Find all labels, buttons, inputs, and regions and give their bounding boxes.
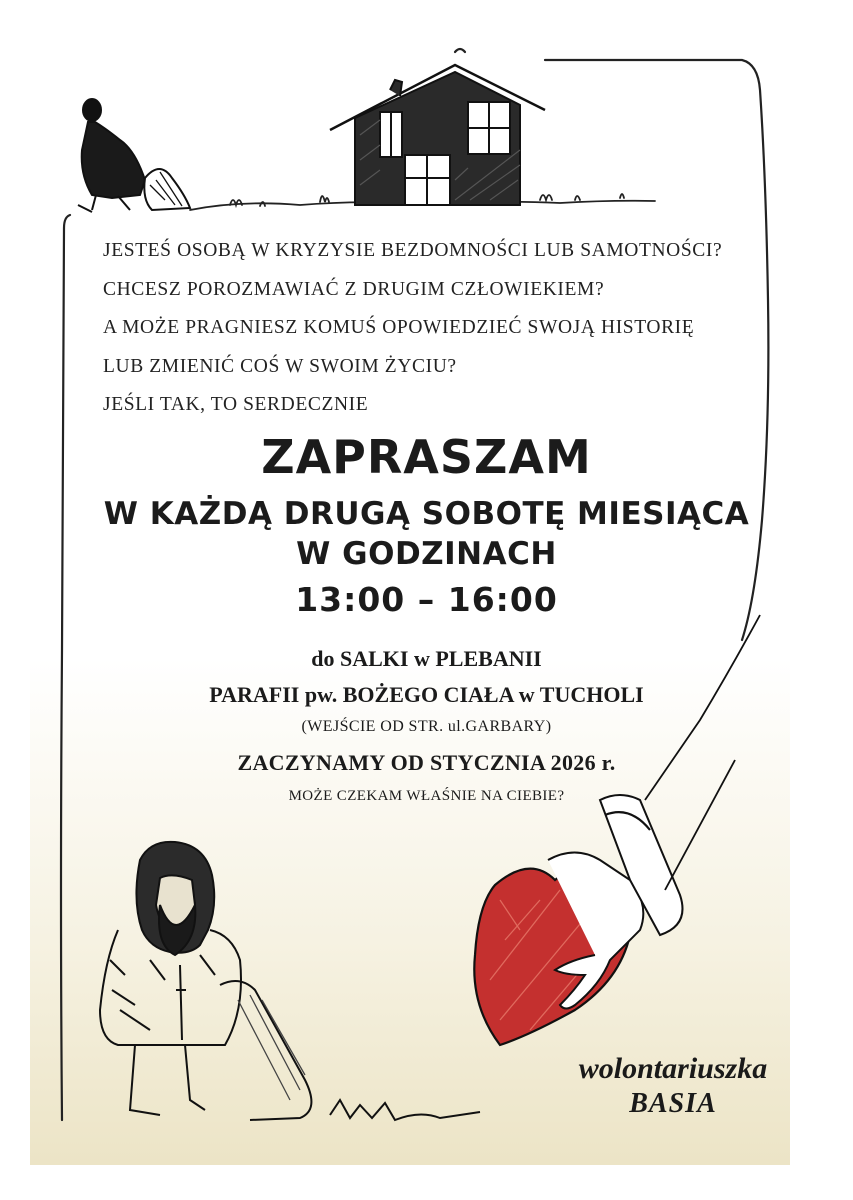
location-line: PARAFII pw. BOŻEGO CIAŁA w TUCHOLI bbox=[209, 682, 644, 707]
intro-line: A MOŻE PRAGNIESZ KOMUŚ OPOWIEDZIEĆ SWOJĄ HISTORIĘ bbox=[103, 317, 695, 338]
heart-hand-icon bbox=[474, 615, 760, 1045]
location-line: do SALKI w PLEBANII bbox=[311, 646, 542, 671]
schedule-time: 13:00 – 16:00 bbox=[295, 580, 558, 619]
walking-figure-icon bbox=[78, 99, 190, 212]
intro-line: JEŚLI TAK, TO SERDECZNIE bbox=[103, 394, 369, 415]
invitation-title: ZAPRASZAM bbox=[261, 430, 592, 484]
entrance-note: (WEJŚCIE OD STR. ul.GARBARY) bbox=[301, 718, 552, 735]
intro-text bbox=[103, 232, 783, 425]
signature-name: BASIA bbox=[629, 1088, 717, 1119]
start-date: ZACZYNAMY OD STYCZNIA 2026 r. bbox=[237, 750, 616, 775]
house-icon bbox=[330, 65, 545, 205]
intro-line: JESTEŚ OSOBĄ W KRYZYSIE BEZDOMNOŚCI LUB SAMOTNOŚCI? bbox=[103, 240, 723, 261]
schedule-line: W GODZINACH bbox=[296, 536, 557, 572]
bearded-man-icon bbox=[100, 842, 480, 1120]
intro-line: CHCESZ POROZMAWIAĆ Z DRUGIM CZŁOWIEKIEM? bbox=[103, 278, 605, 300]
intro-line: LUB ZMIENIĆ COŚ W SWOIM ŻYCIU? bbox=[103, 355, 457, 377]
schedule-line: W KAŻDĄ DRUGĄ SOBOTĘ MIESIĄCA bbox=[103, 496, 750, 532]
signature-role: wolontariuszka bbox=[578, 1052, 768, 1085]
closing-question: MOŻE CZEKAM WŁAŚNIE NA CIEBIE? bbox=[288, 788, 565, 804]
